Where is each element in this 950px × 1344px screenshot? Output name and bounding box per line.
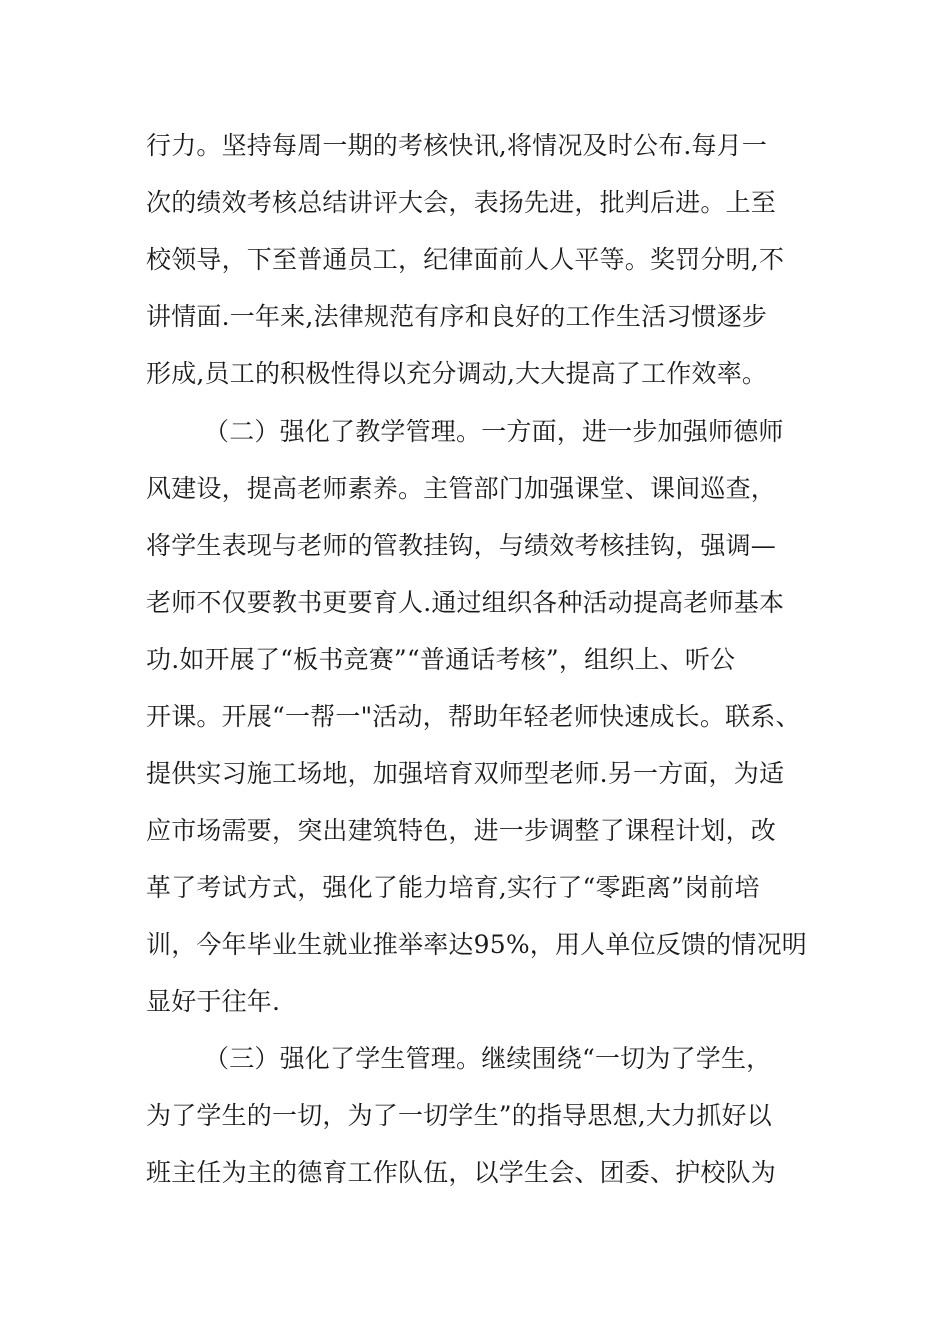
paragraph-start-line: （二）强化了教学管理。一方面，进一步加强师德师: [204, 417, 784, 446]
text-line: 开课。开展“一帮一"活动，帮助年轻老师快速成长。联系、: [146, 702, 801, 731]
text-line: 讲情面.一年来,法律规范有序和良好的工作生活习惯逐步: [146, 302, 768, 331]
text-line: 将学生表现与老师的管教挂钩，与绩效考核挂钩，强调—: [146, 531, 777, 560]
paragraph-start-line: （三）强化了学生管理。继续围绕“一切为了学生，: [204, 1044, 772, 1073]
text-line: 革了考试方式，强化了能力培育,实行了“零距离”岗前培: [146, 873, 760, 902]
text-line: 班主任为主的德育工作队伍，以学生会、团委、护校队为: [146, 1158, 777, 1187]
text-line: 提供实习施工场地，加强培育双师型老师.另一方面，为适: [146, 759, 785, 788]
text-line: 次的绩效考核总结讲评大会，表扬先进，批判后进。上至: [146, 188, 777, 217]
text-line: 老师不仅要教书更要育人.通过组织各种活动提高老师基本: [146, 588, 785, 617]
text-line: 应市场需要，突出建筑特色，进一步调整了课程计划，改: [146, 816, 777, 845]
text-line: 训，今年毕业生就业推举率达95%，用人单位反馈的情况明: [146, 930, 807, 959]
text-line: 功.如开展了“板书竞赛”“普通话考核”，组织上、听公: [146, 645, 736, 674]
text-line: 风建设，提高老师素养。主管部门加强课堂、课间巡查，: [146, 474, 777, 503]
text-line: 显好于往年.: [146, 987, 281, 1016]
text-line: 行力。坚持每周一期的考核快讯,将情况及时公布.每月一: [146, 131, 768, 160]
text-line: 形成,员工的积极性得以充分调动,大大提高了工作效率。: [146, 359, 768, 388]
text-line: 为了学生的一切，为了一切学生”的指导思想,大力抓好以: [146, 1101, 772, 1130]
text-line: 校领导，下至普通员工，纪律面前人人平等。奖罚分明,不: [146, 245, 785, 274]
